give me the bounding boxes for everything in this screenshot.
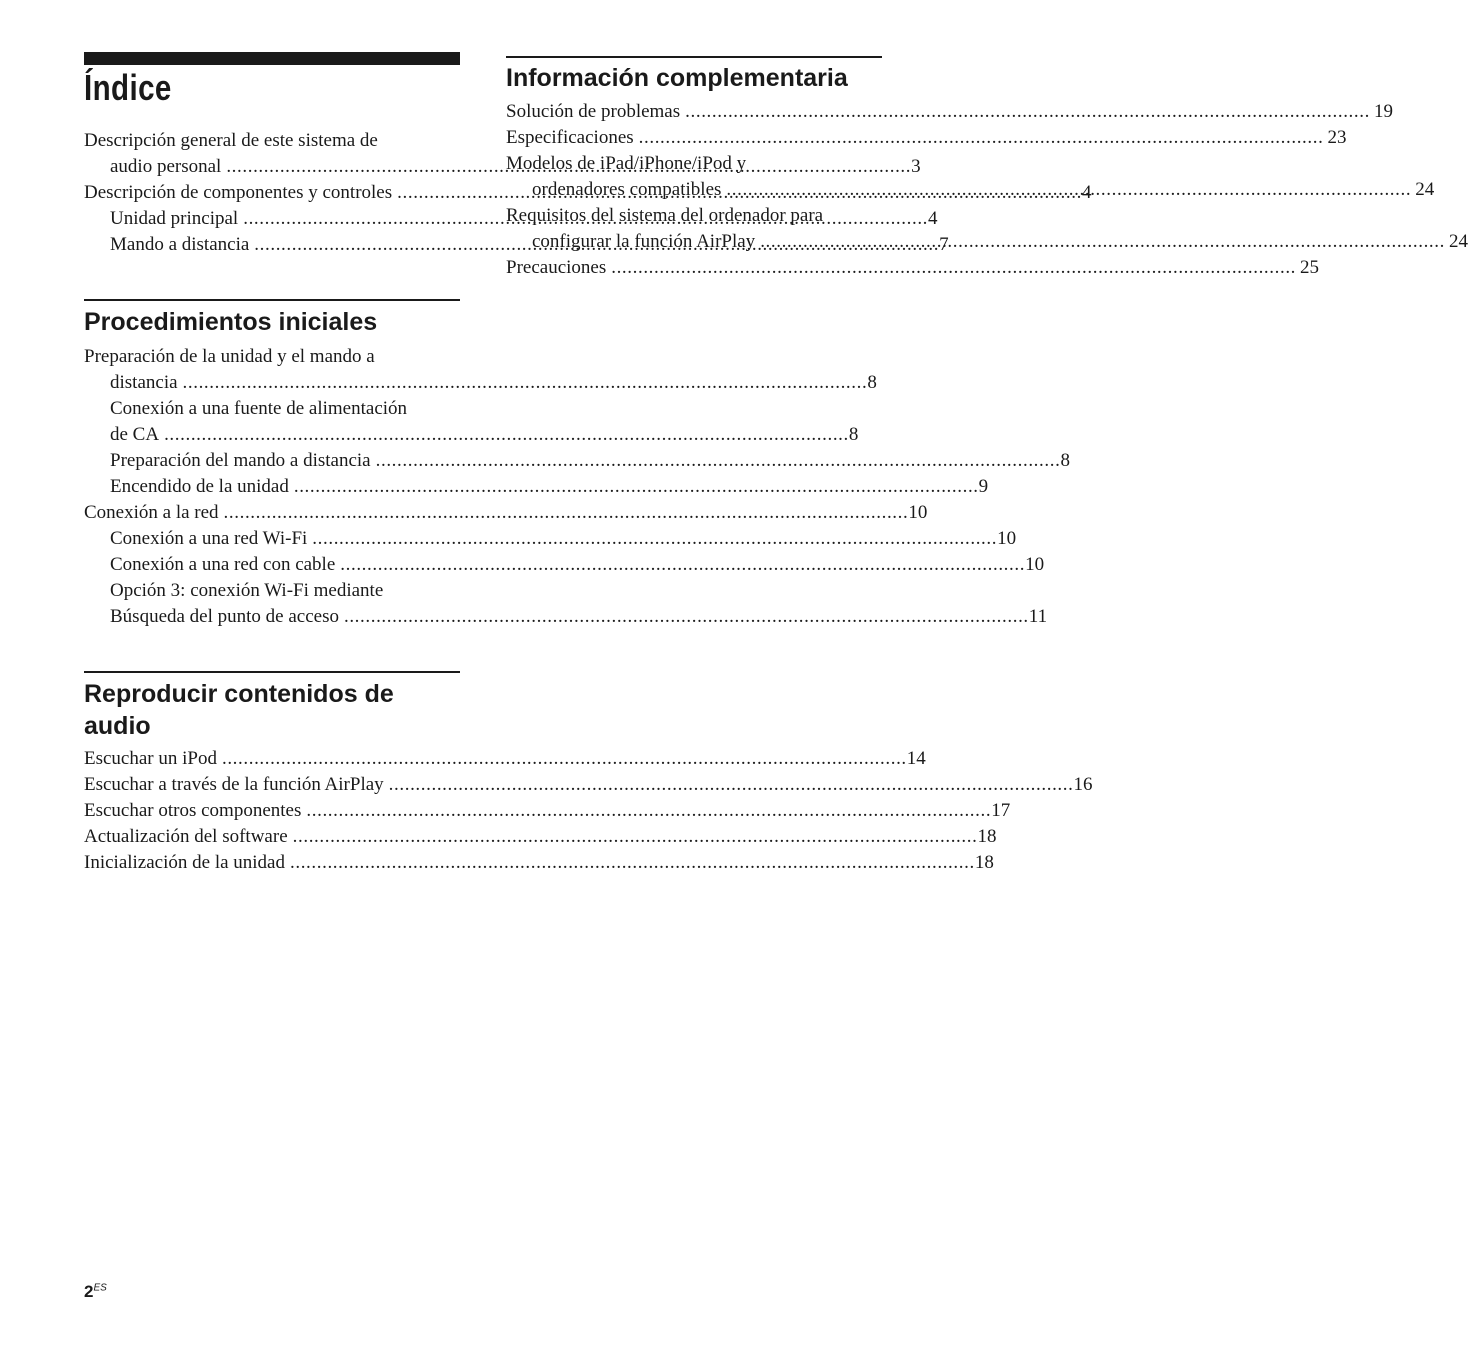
toc-page-number: 8 bbox=[1060, 450, 1070, 471]
toc-page-number: 25 bbox=[1300, 257, 1320, 278]
dot-leader bbox=[306, 798, 991, 824]
toc-entry bbox=[506, 255, 1320, 281]
toc-page-number: 7 bbox=[939, 234, 949, 255]
toc-entry-line bbox=[110, 552, 1045, 578]
toc-page-number: 8 bbox=[848, 424, 859, 445]
toc-entry-line bbox=[506, 255, 1320, 281]
section-rule bbox=[84, 671, 460, 673]
toc-entry-line bbox=[506, 229, 1468, 255]
dot-leader bbox=[183, 372, 868, 393]
section-title-procedimientos: Procedimientos iniciales bbox=[84, 308, 378, 336]
toc-entry-label: Unidad principal bbox=[110, 208, 239, 229]
toc-entry-line bbox=[84, 746, 926, 772]
toc-group-reproducir bbox=[84, 746, 1093, 876]
toc-page-number: 18 bbox=[977, 826, 997, 847]
toc-entry bbox=[84, 344, 877, 396]
dot-leader bbox=[726, 179, 1411, 200]
toc-page-number: 9 bbox=[978, 476, 989, 497]
toc-page-number: 14 bbox=[906, 748, 926, 769]
dot-leader bbox=[290, 850, 975, 876]
toc-subentry bbox=[84, 474, 989, 500]
toc-entry-text: Requisitos del sistema del ordenador para bbox=[506, 205, 824, 226]
toc-page-number: 17 bbox=[991, 800, 1011, 821]
toc-page-number: 10 bbox=[1025, 554, 1045, 575]
toc-page-number: 10 bbox=[908, 502, 928, 523]
dot-leader bbox=[389, 772, 1074, 798]
toc-entry-line bbox=[110, 448, 1070, 474]
toc-group-procedimientos bbox=[84, 344, 1070, 630]
toc-entry-line bbox=[506, 99, 1393, 125]
toc-page-number: 8 bbox=[867, 372, 877, 393]
toc-entry-label: Escuchar a través de la función AirPlay bbox=[84, 774, 384, 795]
toc-entry-text: Descripción general de este sistema de bbox=[84, 130, 378, 151]
toc-entry-line bbox=[84, 798, 1011, 824]
toc-page-number: 11 bbox=[1028, 606, 1048, 627]
toc-entry-line bbox=[110, 604, 1048, 630]
toc-entry-label: Conexión a la red bbox=[84, 502, 219, 523]
toc-entry bbox=[506, 151, 1435, 203]
dot-leader bbox=[611, 255, 1296, 281]
toc-entry-line bbox=[84, 370, 877, 396]
toc-page-number: 16 bbox=[1073, 774, 1093, 795]
toc-entry-text: Conexión a una fuente de alimentación bbox=[110, 398, 408, 419]
dot-leader bbox=[685, 99, 1370, 125]
toc-entry bbox=[84, 746, 926, 772]
toc-page-number: 4 bbox=[1081, 182, 1092, 203]
toc-page-number: 18 bbox=[974, 852, 994, 873]
toc-entry-label: Solución de problemas bbox=[506, 101, 681, 122]
dot-leader bbox=[164, 424, 849, 445]
toc-entry-label: Escuchar un iPod bbox=[84, 748, 217, 769]
toc-page-number: 24 bbox=[1415, 179, 1435, 200]
toc-subentry bbox=[84, 526, 1017, 552]
toc-entry-label: Inicialización de la unidad bbox=[84, 852, 285, 873]
toc-entry-line bbox=[84, 850, 994, 876]
toc-entry bbox=[84, 850, 994, 876]
toc-subentry bbox=[84, 578, 1048, 630]
section-rule bbox=[84, 299, 460, 301]
toc-entry-line bbox=[84, 824, 997, 850]
toc-entry-label: Escuchar otros componentes bbox=[84, 800, 302, 821]
page-number-value: 2 bbox=[84, 1282, 94, 1301]
dot-leader bbox=[639, 125, 1324, 151]
section-rule bbox=[506, 56, 882, 58]
toc-subentry bbox=[84, 448, 1070, 474]
language-code: ES bbox=[93, 1282, 107, 1294]
toc-entry-line bbox=[506, 125, 1347, 151]
toc-page-number: 19 bbox=[1373, 101, 1393, 122]
toc-entry bbox=[84, 772, 1093, 798]
toc-entry-line bbox=[110, 474, 989, 500]
toc-entry-label: ordenadores compatibles bbox=[532, 179, 722, 200]
toc-entry-label: Preparación del mando a distancia bbox=[110, 450, 371, 471]
dot-leader bbox=[344, 606, 1029, 627]
toc-subentry bbox=[84, 396, 859, 448]
toc-entry-label: distancia bbox=[110, 372, 178, 393]
toc-entry-text: Modelos de iPad/iPhone/iPod y bbox=[506, 153, 747, 174]
page-number bbox=[84, 1282, 107, 1302]
toc-entry-label: Precauciones bbox=[506, 257, 607, 278]
page-title: Índice bbox=[84, 67, 172, 108]
title-bar bbox=[84, 52, 460, 65]
dot-leader bbox=[312, 526, 997, 552]
toc-entry-label: Búsqueda del punto de acceso bbox=[110, 606, 339, 627]
dot-leader bbox=[294, 474, 979, 500]
toc-entry-label: Conexión a una red con cable bbox=[110, 554, 336, 575]
dot-leader bbox=[340, 552, 1025, 578]
toc-page-number: 24 bbox=[1449, 231, 1468, 252]
toc-entry-label: Especificaciones bbox=[506, 127, 634, 148]
toc-entry-line bbox=[110, 526, 1017, 552]
toc-entry-label: Conexión a una red Wi-Fi bbox=[110, 528, 308, 549]
section-title-reproducir: Reproducir contenidos de audio bbox=[84, 680, 394, 740]
toc-entry bbox=[506, 203, 1468, 255]
toc-entry-label: Descripción de componentes y controles bbox=[84, 182, 393, 203]
toc-page-number: 4 bbox=[928, 208, 938, 229]
toc-entry-text: Preparación de la unidad y el mando a bbox=[84, 346, 375, 367]
toc-page-number: 23 bbox=[1327, 127, 1347, 148]
toc-entry-line bbox=[84, 772, 1093, 798]
toc-entry-label: configurar la función AirPlay bbox=[532, 231, 756, 252]
dot-leader bbox=[222, 746, 907, 772]
toc-entry-label: audio personal bbox=[110, 156, 222, 177]
toc-entry bbox=[506, 99, 1393, 125]
toc-entry-label: Mando a distancia bbox=[110, 234, 250, 255]
dot-leader bbox=[224, 500, 909, 526]
toc-page-number: 3 bbox=[911, 156, 921, 177]
toc-entry-text: Opción 3: conexión Wi-Fi mediante bbox=[110, 580, 384, 601]
toc-entry bbox=[84, 824, 997, 850]
toc-entry-line bbox=[110, 422, 859, 448]
toc-entry bbox=[84, 798, 1011, 824]
toc-entry bbox=[506, 125, 1347, 151]
section-title-informacion: Información complementaria bbox=[506, 64, 848, 92]
toc-group-informacion bbox=[506, 99, 1468, 281]
dot-leader bbox=[376, 448, 1061, 474]
toc-entry-label: Actualización del software bbox=[84, 826, 288, 847]
toc-page-number: 10 bbox=[997, 528, 1017, 549]
toc-entry-label: Encendido de la unidad bbox=[110, 476, 289, 497]
toc-subentry bbox=[84, 552, 1045, 578]
dot-leader bbox=[293, 824, 978, 850]
toc-entry-line bbox=[506, 177, 1435, 203]
toc-entry-line bbox=[84, 500, 928, 526]
toc-entry-label: de CA bbox=[110, 424, 160, 445]
toc-entry bbox=[84, 500, 928, 526]
dot-leader bbox=[760, 231, 1445, 252]
